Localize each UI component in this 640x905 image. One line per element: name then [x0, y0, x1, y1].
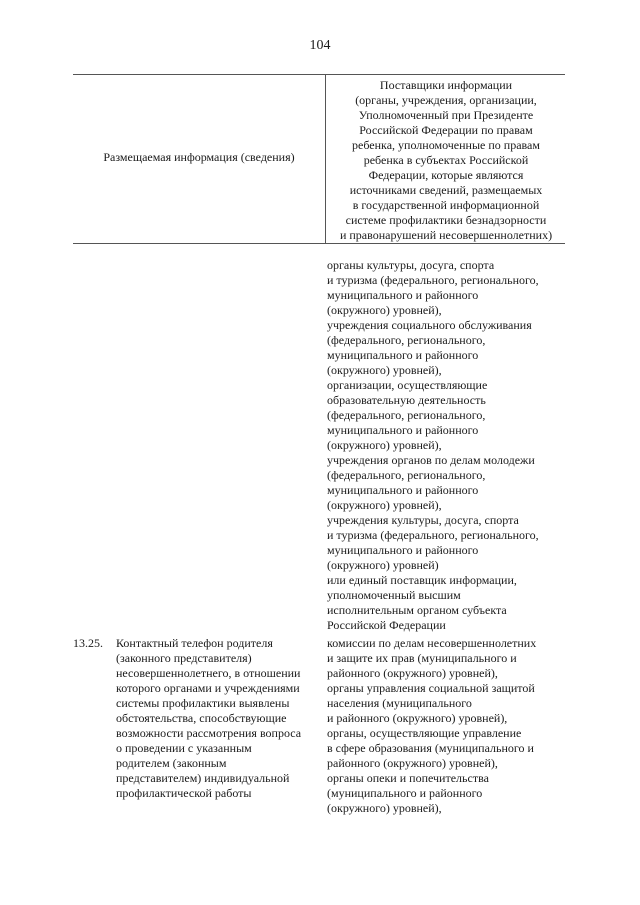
providers-text-line: (федерального, регионального, — [327, 468, 486, 482]
header-info-column: Размещаемая информация (сведения) — [103, 150, 295, 164]
header-text-line: Поставщики информации — [379, 78, 513, 92]
header-text-line: системе профилактики безнадзорности — [345, 213, 547, 227]
header-bottom-rule — [73, 243, 565, 244]
providers-text-line: (окружного) уровней), — [327, 363, 442, 377]
providers-text-line: учреждения социального обслуживания — [327, 318, 532, 332]
providers-text-line: муниципального и районного — [327, 543, 479, 557]
description-text-line: которого органами и учреждениями — [116, 681, 300, 695]
header-text-line: Федерации, которые являются — [368, 168, 524, 182]
providers-text-line: комиссии по делам несовершеннолетних — [327, 636, 537, 650]
providers-text-line: органы опеки и попечительства — [327, 771, 489, 785]
header-text-line: и правонарушений несовершеннолетних) — [339, 228, 553, 242]
description-text-line: профилактической работы — [116, 786, 252, 800]
providers-text-line: районного (окружного) уровней), — [327, 666, 498, 680]
providers-text-line: (окружного) уровней), — [327, 438, 442, 452]
description-text-line: возможности рассмотрения вопроса — [116, 726, 302, 740]
table-top-rule — [73, 74, 565, 75]
column-divider — [325, 74, 326, 243]
header-providers-column — [327, 78, 565, 243]
row-description — [116, 636, 322, 801]
providers-text-line: образовательную деятельность — [327, 393, 486, 407]
providers-text-line: органы культуры, досуга, спорта — [327, 258, 495, 272]
providers-text-line: органы, осуществляющие управление — [327, 726, 522, 740]
header-text-line: ребенка в субъектах Российской — [363, 153, 529, 167]
providers-text-line: уполномоченный высшим — [327, 588, 461, 602]
providers-text-line: муниципального и районного — [327, 348, 479, 362]
header-text-line: (органы, учреждения, организации, — [355, 93, 537, 107]
providers-text-line: (окружного) уровней), — [327, 303, 442, 317]
providers-text-line: районного (окружного) уровней), — [327, 756, 498, 770]
description-text-line: родителем (законным — [116, 756, 227, 770]
providers-text-line: и районного (окружного) уровней), — [327, 711, 508, 725]
header-text-line: источниками сведений, размещаемых — [349, 183, 543, 197]
header-text-line: Уполномоченный при Президенте — [358, 108, 534, 122]
description-text-line: представителем) индивидуальной — [116, 771, 290, 785]
providers-text-line: учреждения культуры, досуга, спорта — [327, 513, 519, 527]
providers-text-line: в сфере образования (муниципального и — [327, 741, 534, 755]
providers-text-line: (муниципального и районного — [327, 786, 483, 800]
providers-text-line: муниципального и районного — [327, 423, 479, 437]
providers-text-line: (окружного) уровней), — [327, 498, 442, 512]
description-text-line: обстоятельства, способствующие — [116, 711, 287, 725]
providers-text-line: организации, осуществляющие — [327, 378, 488, 392]
description-text-line: системы профилактики выявлены — [116, 696, 290, 710]
description-text-line: (законного представителя) — [116, 651, 252, 665]
providers-text-line: и туризма (федерального, регионального, — [327, 528, 539, 542]
continued-providers-cell — [327, 258, 565, 633]
providers-text-line: исполнительным органом субъекта — [327, 603, 507, 617]
providers-text-line: населения (муниципального — [327, 696, 472, 710]
providers-text-line: органы управления социальной защитой — [327, 681, 535, 695]
header-text-line: Российской Федерации по правам — [359, 123, 533, 137]
providers-text-line: и туризма (федерального, регионального, — [327, 273, 539, 287]
providers-text-line: (федерального, регионального, — [327, 408, 486, 422]
providers-text-line: учреждения органов по делам молодежи — [327, 453, 535, 467]
description-text-line: о проведении с указанным — [116, 741, 252, 755]
description-text-line: Контактный телефон родителя — [116, 636, 273, 650]
providers-text-line: Российской Федерации — [327, 618, 446, 632]
row-number: 13.25. — [73, 636, 103, 650]
row-providers — [327, 636, 565, 816]
header-text-line: в государственной информационной — [352, 198, 540, 212]
header-text-line: ребенка, уполномоченные по правам — [352, 138, 540, 152]
providers-text-line: или единый поставщик информации, — [327, 573, 517, 587]
providers-text-line: муниципального и районного — [327, 288, 479, 302]
providers-text-line: муниципального и районного — [327, 483, 479, 497]
providers-text-line: и защите их прав (муниципального и — [327, 651, 517, 665]
description-text-line: несовершеннолетнего, в отношении — [116, 666, 301, 680]
providers-text-line: (окружного) уровней), — [327, 801, 442, 815]
providers-text-line: (федерального, регионального, — [327, 333, 486, 347]
providers-text-line: (окружного) уровней) — [327, 558, 439, 572]
page-number: 104 — [309, 38, 331, 53]
